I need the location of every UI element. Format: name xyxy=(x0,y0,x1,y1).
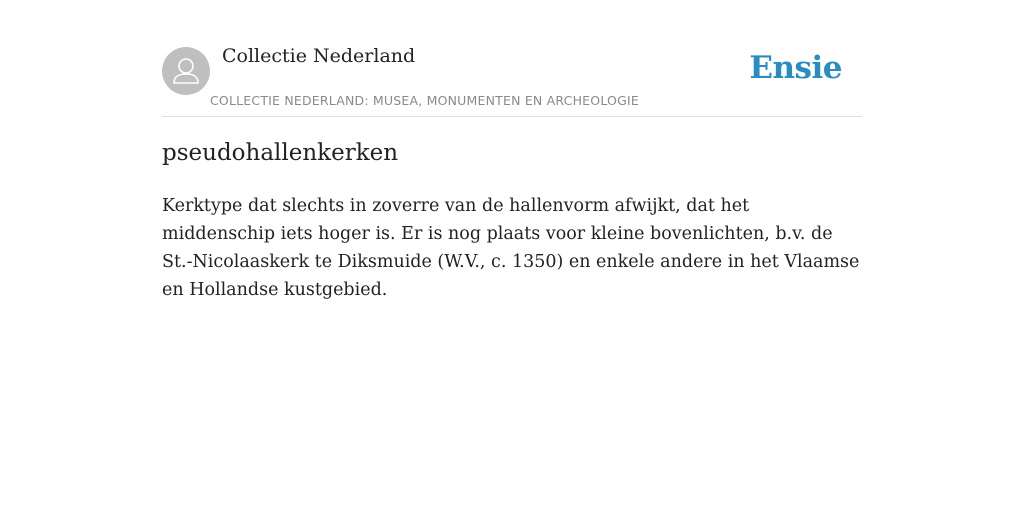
brand-logo[interactable]: Ensie xyxy=(749,50,842,86)
source-link[interactable]: COLLECTIE NEDERLAND: MUSEA, MONUMENTEN EN ARCHEOLOGIE xyxy=(210,93,639,108)
header xyxy=(162,40,862,117)
author-name[interactable]: Collectie Nederland xyxy=(222,45,416,67)
entry-title: pseudohallenkerken xyxy=(162,140,399,166)
user-silhouette-icon xyxy=(162,47,210,95)
entry-body: Kerktype dat slechts in zoverre van de hallenvorm afwijkt, dat het middenschip iets hoger is. Er is nog plaats voor kleine bovenlichten, b.v. de St.-Nicolaaskerk te Diksmuide (W.V., c. 1350) en enkele andere in het Vlaamse en Hollandse kustgebied. xyxy=(162,196,860,300)
avatar[interactable] xyxy=(162,47,210,95)
